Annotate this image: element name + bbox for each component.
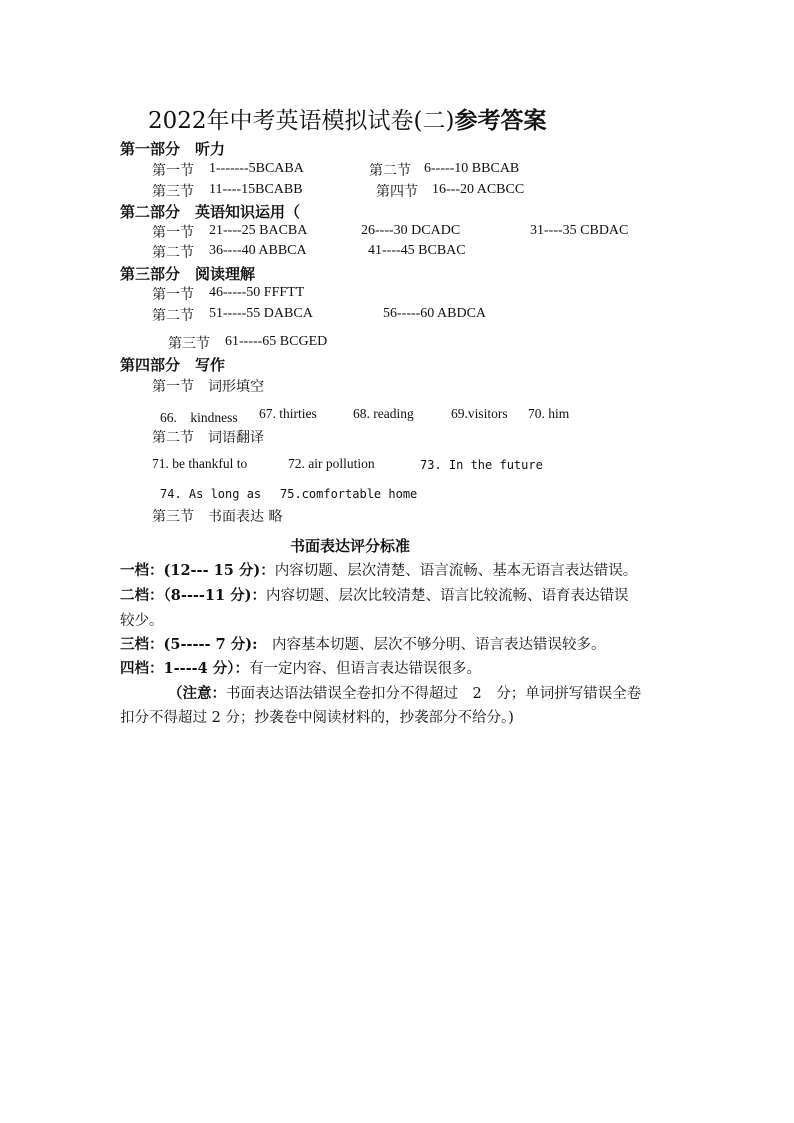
part3-s3-answers: 61-----65 BCGED <box>225 334 328 349</box>
grade-4-text: 有一定内容、但语言表达错误很多。 <box>249 661 482 677</box>
part3-s2-label: 第二节 <box>152 308 194 324</box>
translation-71: 71. be thankful to <box>152 456 248 471</box>
part4-s1-label: 第一节 词形填空 <box>152 379 264 395</box>
grade-2-label: 二档：（8----11 分)： <box>120 587 266 604</box>
part1-s4-label: 第四节 <box>376 184 418 200</box>
word-66: 66. kindness <box>160 410 238 425</box>
translation-72: 72. air pollution <box>288 456 375 471</box>
part3-s3-label: 第三节 <box>168 336 210 352</box>
grade-1 <box>120 559 637 580</box>
part3-s1-answers: 46-----50 FFFTT <box>209 285 305 300</box>
criteria-heading: 书面表达评分标准 <box>290 537 411 555</box>
grade-3-text: 内容基本切题、层次不够分明、语言表达错误较多。 <box>257 637 606 653</box>
grade-4 <box>120 657 481 678</box>
part1-s3-label: 第三节 <box>152 184 194 200</box>
part1-s3-answers: 11----15BCABB <box>209 182 303 197</box>
translation-75: 75.comfortable home <box>280 487 418 501</box>
part2-s2-answers-b: 41----45 BCBAC <box>368 243 466 258</box>
part4-heading: 第四部分 写作 <box>120 356 226 374</box>
note-continued: 扣分不得超过 2 分；抄袭卷中阅读材料的，抄袭部分不给分。) <box>120 710 514 726</box>
part2-s2-answers-a: 36----40 ABBCA <box>209 243 307 258</box>
part3-s2-answers-a: 51-----55 DABCA <box>209 306 313 321</box>
part1-heading: 第一部分 听力 <box>120 140 226 158</box>
grade-1-text: 内容切题、层次清楚、语言流畅、基本无语言表达错误。 <box>274 563 638 579</box>
word-70: 70. him <box>528 406 570 421</box>
word-69: 69.visitors <box>451 406 508 421</box>
part2-s1-label: 第一节 <box>152 225 194 241</box>
word-67: 67. thirties <box>259 406 317 421</box>
title-main: 2022年中考英语模拟试卷(二) <box>148 108 455 134</box>
grade-2-text: 内容切题、层次比较清楚、语言比较流畅、语育表达错误 <box>266 588 629 604</box>
grade-1-label: 一档：(12--- 15 分)： <box>120 562 275 579</box>
translation-73: 73. In the future <box>420 458 543 472</box>
grade-2 <box>120 584 629 605</box>
part1-s1-label: 第一节 <box>152 163 194 179</box>
part2-s1-answers-a: 21----25 BACBA <box>209 223 308 238</box>
part3-s2-answers-b: 56-----60 ABDCA <box>383 306 487 321</box>
part2-heading: 第二部分 英语知识运用（ <box>120 203 301 221</box>
grade-4-label: 四档：1----4 分）： <box>120 660 250 677</box>
note-text: 书面表达语法错误全卷扣分不得超过 2 分；单词拼写错误全卷 <box>226 686 642 702</box>
part1-s4-answers: 16---20 ACBCC <box>432 182 525 197</box>
note <box>168 682 641 703</box>
grade-3-label: 三档：(5----- 7 分): <box>120 636 258 653</box>
title-suffix: 参考答案 <box>454 107 547 134</box>
part2-s1-answers-b: 26----30 DCADC <box>361 223 461 238</box>
note-label: （注意： <box>168 685 226 702</box>
part1-s1-answers: 1-------5BCABA <box>209 161 304 176</box>
part3-s1-label: 第一节 <box>152 287 194 303</box>
translation-74: 74. As long as <box>160 487 262 501</box>
page-title <box>148 102 546 135</box>
word-68: 68. reading <box>353 406 414 421</box>
part1-s2-answers: 6-----10 BBCAB <box>424 161 520 176</box>
grade-3 <box>120 633 605 654</box>
grade-2-continued: 较少。 <box>120 613 164 629</box>
part4-s2-label: 第二节 词语翻译 <box>152 430 264 446</box>
part1-s2-label: 第二节 <box>369 163 411 179</box>
part2-s1-answers-c: 31----35 CBDAC <box>530 223 629 238</box>
part4-s3-label: 第三节 书面表达 略 <box>152 509 283 525</box>
part3-heading: 第三部分 阅读理解 <box>120 265 256 283</box>
part2-s2-label: 第二节 <box>152 245 194 261</box>
